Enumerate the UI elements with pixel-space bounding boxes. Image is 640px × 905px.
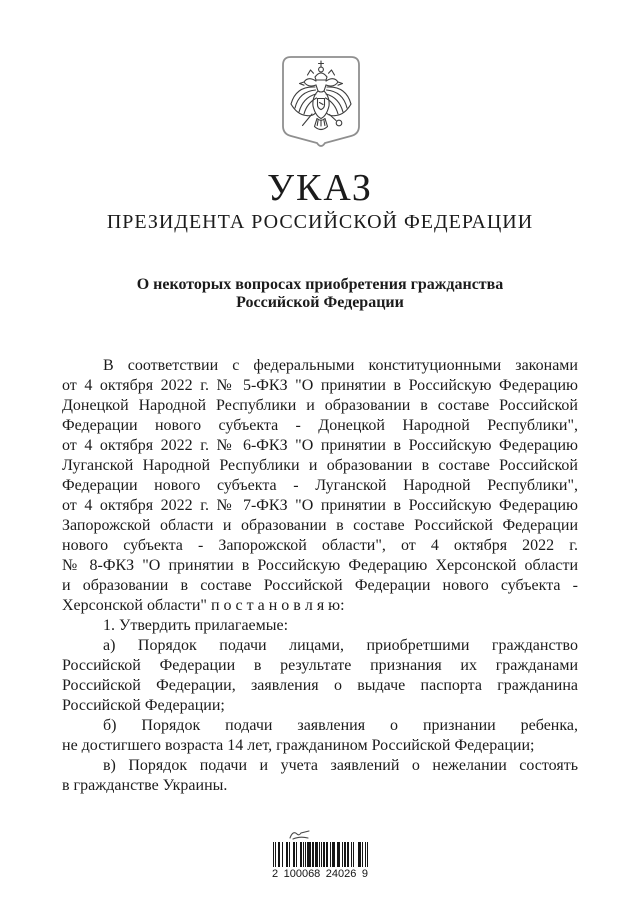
body-line: № 8-ФКЗ "О принятии в Российскую Федерацию Херсонской области [62,557,578,574]
body-line: Российской Федерации; [62,697,225,714]
barcode-digits [272,868,368,880]
decree-subject-line: О некоторых вопросах приобретения гражданства [136,276,504,293]
body-line: в гражданстве Украины. [62,777,228,794]
barcode-bars [273,842,368,867]
body-line: а) Порядок подачи лицами, приобретшими гражданство [103,637,578,654]
body-line: Луганской Народной Республики и образовании в составе Российской [62,457,578,474]
body-line: от 4 октября 2022 г. № 5-ФКЗ "О принятии в Российскую Федерацию [62,377,578,394]
body-line: Херсонской области" п о с т а н о в л я ю: [62,597,345,614]
decree-subject [62,276,578,312]
body-line: В соответствии с федеральными конституционными законами [103,357,578,374]
body-line: Федерации нового субъекта - Луганской Народной Республики", [62,477,578,494]
barcode-digit-group: 2 [272,868,279,880]
body-line: Российской Федерации в результате признания их гражданами [62,657,578,674]
body-line: б) Порядок подачи заявления о признании ребенка, [103,717,578,734]
decree-type-title: УКАЗ [267,167,373,209]
barcode-digit-group: 24026 [325,868,357,880]
body-line: Российской Федерации, заявления о выдаче паспорта гражданина [62,677,578,694]
body-line: в) Порядок подачи и учета заявлений о нежелании состоять [103,757,578,774]
barcode-digit-group: 9 [361,868,368,880]
decree-subject-line: Российской Федерации [236,294,404,311]
body-line: от 4 октября 2022 г. № 7-ФКЗ "О принятии в Российскую Федерацию [62,497,578,514]
decree-body [62,356,578,796]
barcode-digit-group: 100068 [283,868,321,880]
body-line: Запорожской области и образовании в составе Российской Федерации [62,517,578,534]
body-line: не достигшего возраста 14 лет, гражданином Российской Федерации; [62,737,535,754]
barcode-bar [367,842,368,867]
body-line: Донецкой Народной Республики и образовании в составе Российской [62,397,578,414]
emblem-frame [283,57,359,146]
body-line: и образовании в составе Российской Федерации нового субъекта - [62,577,578,594]
signature-mark-icon [288,828,312,841]
body-line: нового субъекта - Запорожской области", от 4 октября 2022 г. [62,537,578,554]
russian-coat-of-arms-icon [282,56,360,150]
body-line: от 4 октября 2022 г. № 6-ФКЗ "О принятии в Российскую Федерацию [62,437,578,454]
barcode [272,828,368,880]
body-line: 1. Утвердить прилагаемые: [103,617,289,634]
decree-issuer-title: ПРЕЗИДЕНТА РОССИЙСКОЙ ФЕДЕРАЦИИ [106,211,534,233]
body-line: Федерации нового субъекта - Донецкой Народной Республики", [62,417,578,434]
